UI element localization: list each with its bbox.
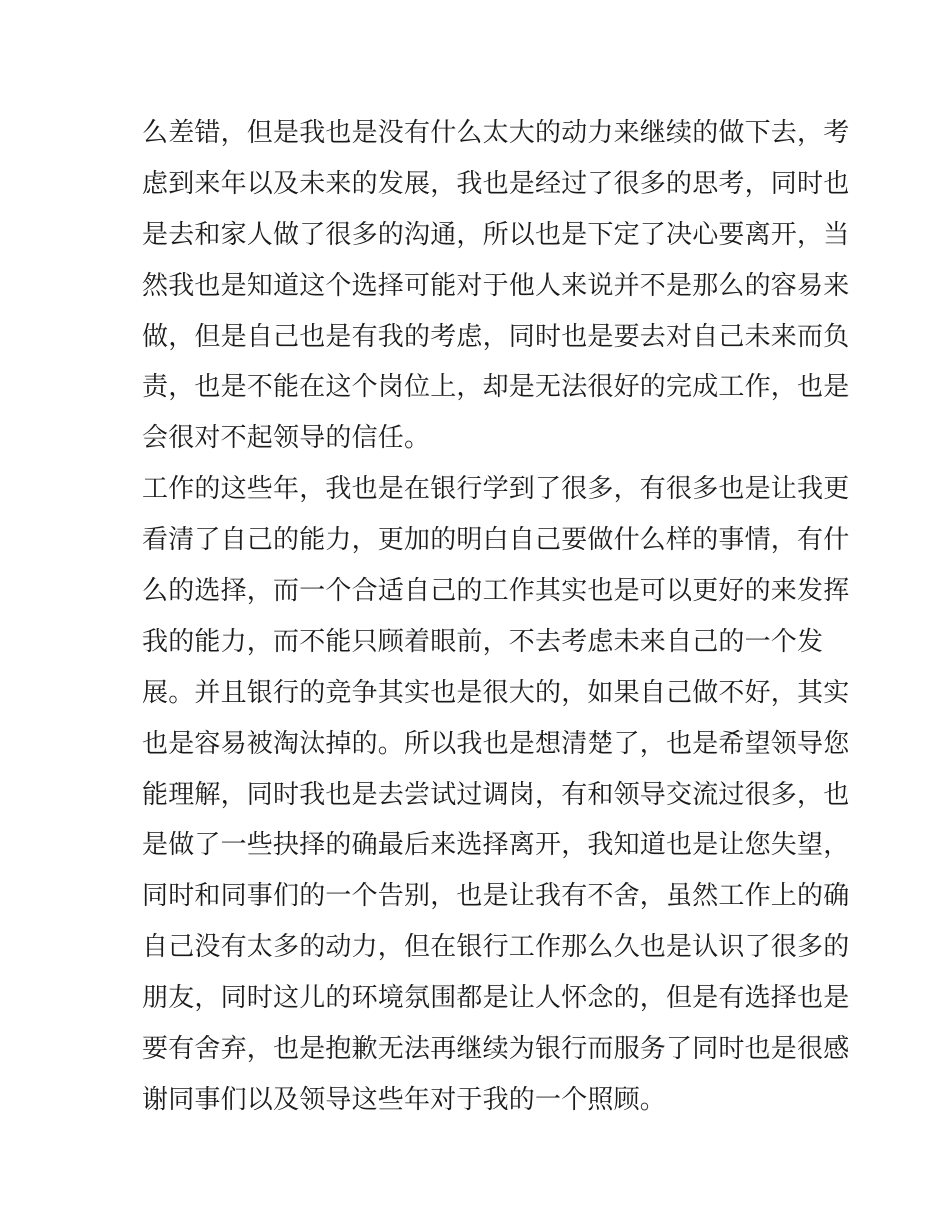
text-line: 么的选择，而一个合适自己的工作其实也是可以更好的来发挥 xyxy=(142,576,850,607)
text-line: 责，也是不能在这个岗位上，却是无法很好的完成工作，也是 xyxy=(142,372,850,403)
text-line: 是做了一些抉择的确最后来选择离开，我知道也是让您失望， xyxy=(142,830,850,861)
text-line: 也是容易被淘汰掉的。所以我也是想清楚了，也是希望领导您 xyxy=(142,728,850,759)
text-line: 然我也是知道这个选择可能对于他人来说并不是那么的容易来 xyxy=(142,270,850,301)
text-line: 看清了自己的能力，更加的明白自己要做什么样的事情，有什 xyxy=(142,525,850,556)
body-text xyxy=(142,108,850,1126)
text-line: 我的能力，而不能只顾着眼前，不去考虑未来自己的一个发 xyxy=(142,626,824,657)
text-line: 虑到来年以及未来的发展，我也是经过了很多的思考，同时也 xyxy=(142,168,850,199)
text-line: 自己没有太多的动力，但在银行工作那么久也是认识了很多的 xyxy=(142,932,850,963)
text-line: 同时和同事们的一个告别，也是让我有不舍，虽然工作上的确 xyxy=(142,881,850,912)
text-line: 会很对不起领导的信任。 xyxy=(142,423,431,454)
text-line: 做，但是自己也是有我的考虑，同时也是要去对自己未来而负 xyxy=(142,321,850,352)
text-line: 要有舍弃，也是抱歉无法再继续为银行而服务了同时也是很感 xyxy=(142,1034,850,1065)
text-line: 是去和家人做了很多的沟通，所以也是下定了决心要离开，当 xyxy=(142,219,850,250)
text-line: 展。并且银行的竞争其实也是很大的，如果自己做不好，其实 xyxy=(142,677,850,708)
text-line: 工作的这些年，我也是在银行学到了很多，有很多也是让我更 xyxy=(142,474,850,505)
text-line: 么差错，但是我也是没有什么太大的动力来继续的做下去，考 xyxy=(142,118,850,148)
text-line: 谢同事们以及领导这些年对于我的一个照顾。 xyxy=(142,1084,667,1115)
text-line: 能理解，同时我也是去尝试过调岗，有和领导交流过很多，也 xyxy=(142,779,850,810)
text-line: 朋友，同时这儿的环境氛围都是让人怀念的，但是有选择也是 xyxy=(142,983,850,1014)
